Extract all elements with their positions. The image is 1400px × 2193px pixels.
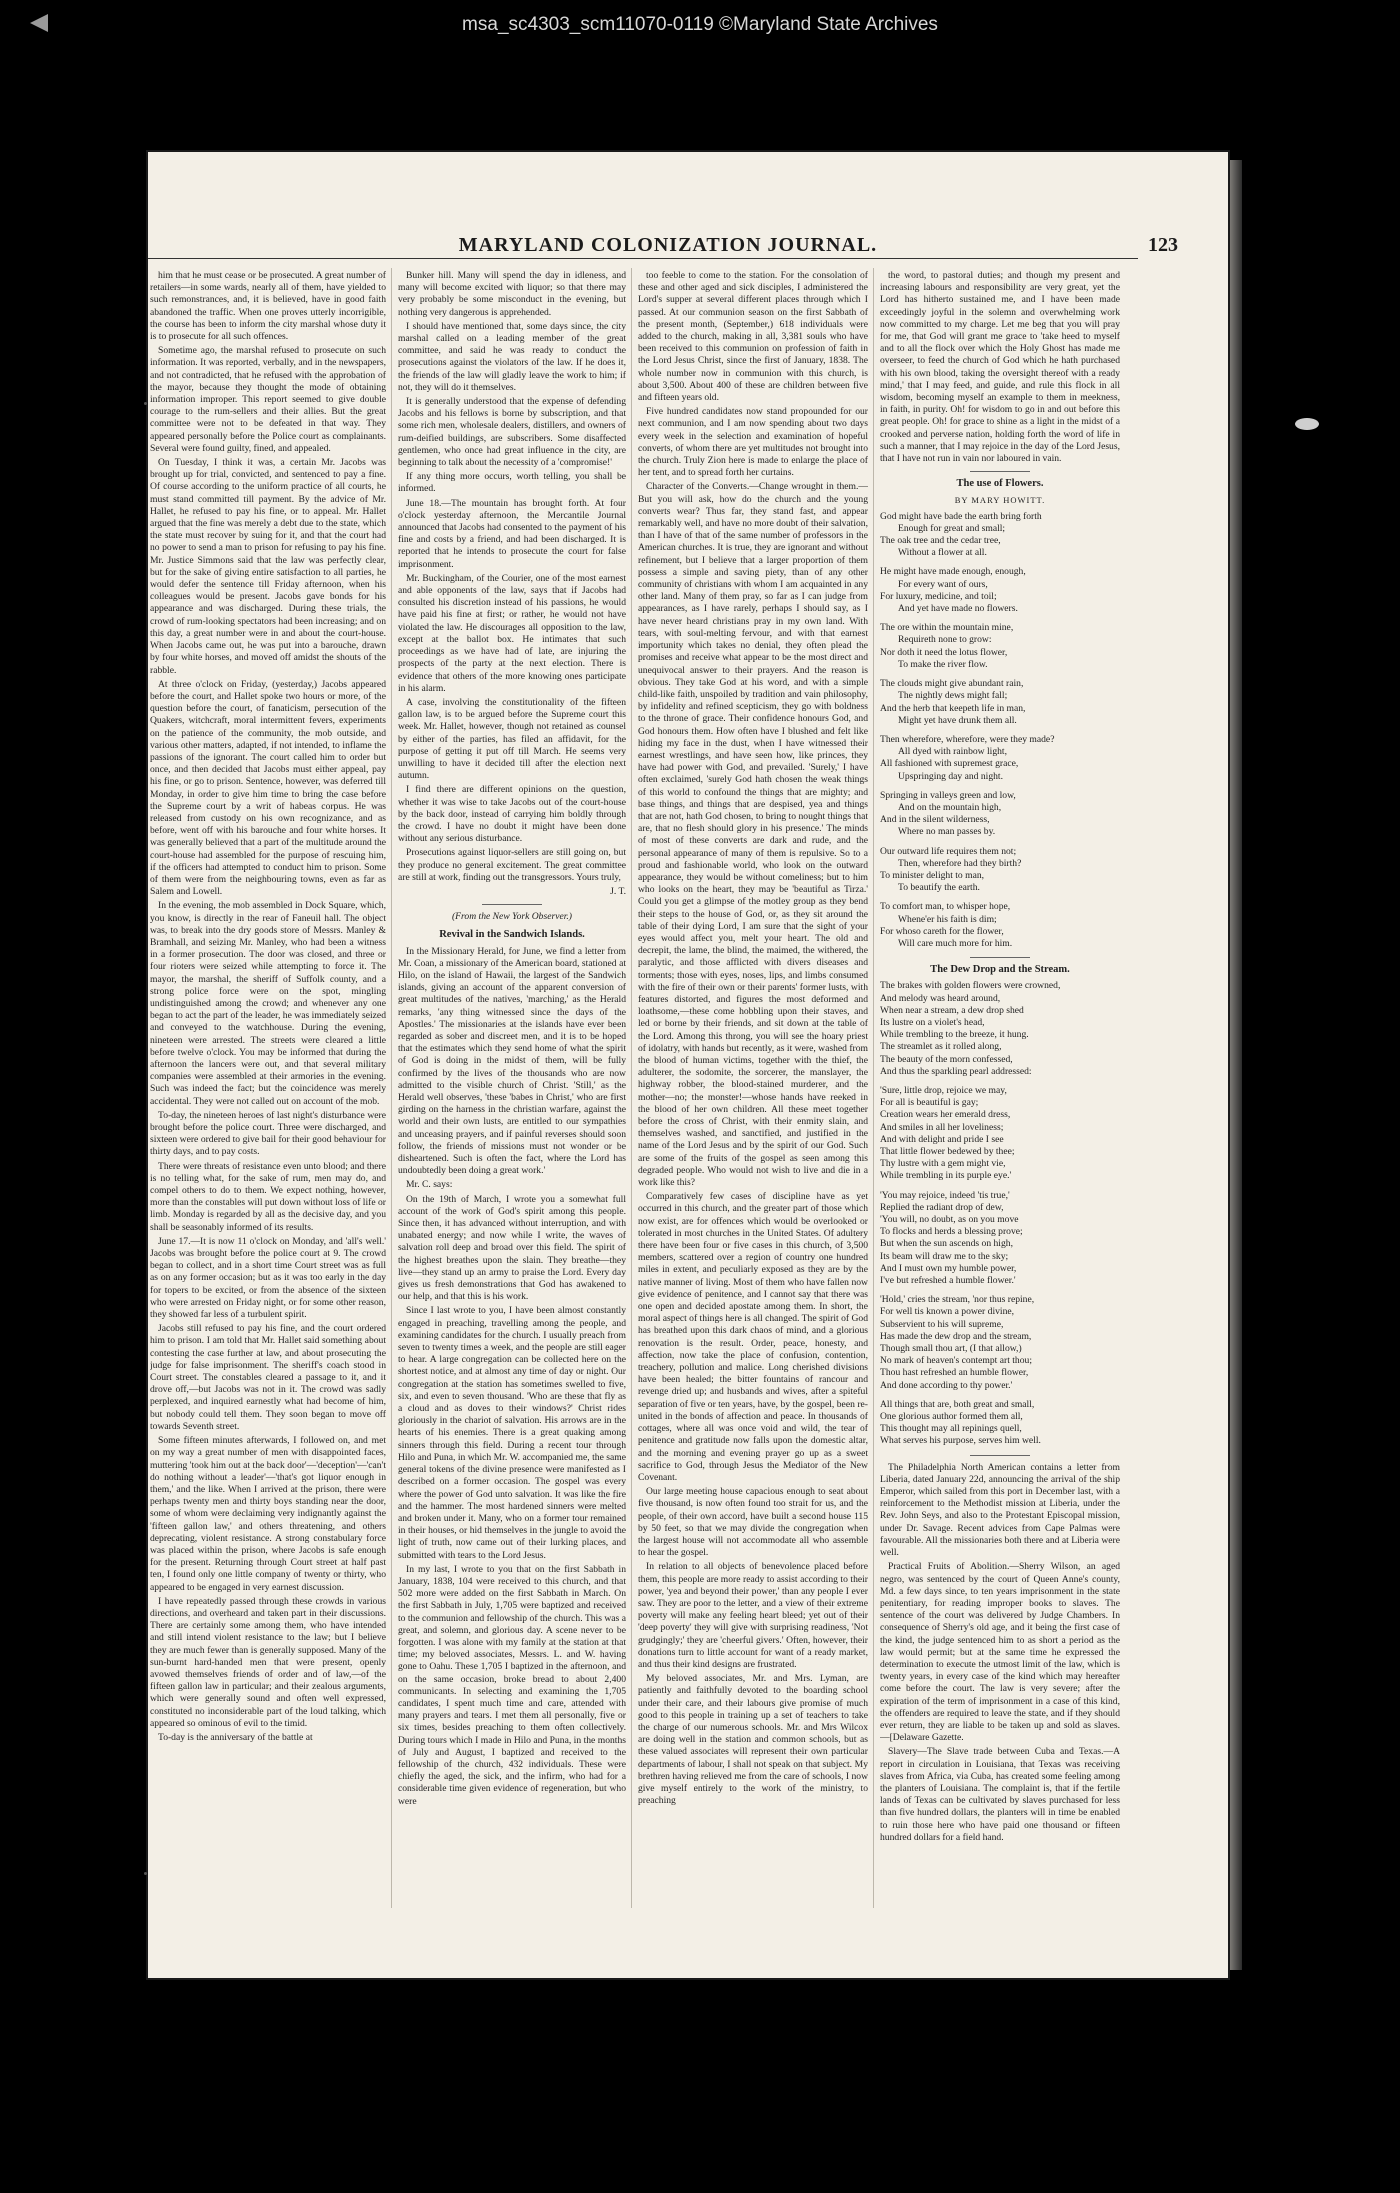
poem-line: 'You may rejoice, indeed 'tis true,' bbox=[880, 1189, 1010, 1201]
poem-line: While trembling in its purple eye.' bbox=[880, 1170, 1012, 1182]
poem-stanza bbox=[880, 1085, 1120, 1183]
poem-line: For whoso careth for the flower, bbox=[880, 925, 1004, 937]
poem-line: And in the silent wilderness, bbox=[880, 814, 990, 826]
poem-line: Without a flower at all. bbox=[898, 547, 987, 559]
poem-line: He might have made enough, enough, bbox=[880, 566, 1026, 578]
poem-line: And with delight and pride I see bbox=[880, 1133, 1004, 1145]
paragraph: Practical Fruits of Abolition.—Sherry Wilson, an aged negro, was sentenced by the court of Queen Anne's county, Md. a few days since, to ten years imprisonment in the state penitentiary, for reading improper books to slaves. The sentence of the court was delivered by Judge Chambers. In consequence of Sherry's old age, and it being the first case of the kind, the judge sentenced him to as short a period as the law would permit; but at the same time he expressed the determination to execute the utmost limit of the law, which is twenty years, in every case of the kind which may hereafter come before the court. The law is very severe; after the expiration of the term of imprisonment in a case of this kind, the offenders are required to leave the state, and if they should ever return, they are liable to be taken up and sold as slaves.—[Delaware Gazette. bbox=[880, 1561, 1120, 1744]
paragraph: The Philadelphia North American contains a letter from Liberia, dated January 22d, announcing the arrival of the ship Emperor, which sailed from this port in December last, with a reinforcement to the Methodist mission at Liberia, under the Rev. John Seys, and also to the Protestant Episcopal mission, under Dr. Savage. Recent advices from Cape Palmas were favourable. All the missionaries both there and at Liberia were well. bbox=[880, 1461, 1120, 1559]
paragraph: J. T. bbox=[610, 885, 626, 897]
poem-line: And thus the sparkling pearl addressed: bbox=[880, 1065, 1032, 1077]
poem-line: The streamlet as it rolled along, bbox=[880, 1041, 1002, 1053]
poem-line: And done according to thy power.' bbox=[880, 1379, 1013, 1391]
poem-stanza bbox=[880, 566, 1120, 615]
paragraph: Jacobs still refused to pay his fine, and the court ordered him to prison. I am told that Mr. Hallet said something about contesting the case further at law, and about prosecuting the judge for false imprisonment. The sheriff's coach stood in Court street. The constables cleared a passage to it, and it drove off,—but Jacobs was not in it. The crowd was sadly perplexed, and inquired earnestly what had become of him, but nobody could tell them. They soon began to move off towards Seventh street. bbox=[150, 1323, 386, 1432]
paragraph: Since I last wrote to you, I have been almost constantly engaged in preaching, travelling among the people, and examining candidates for the church. I usually preach from seven to twenty times a week, and the people are still eager to hear. A large congregation can be collected here on the shortest notice, and at almost any time of day or night. Our congregation at the station has sometimes swelled to five, six, and even to seven thousand. 'Who are these that fly as a cloud and as doves to their windows?' Christ rides gloriously in the chariot of salvation. His arrows are in the hearts of his enemies. There is a great quaking among sinners through this field. During a recent tour through Hilo and Puna, in which Mr. W. accompanied me, the same general tokens of the divine presence were manifested as I described on a former occasion. The gospel was every where the power of God unto salvation. It was like the fire and the hammer. The most hardened sinners were melted and broken under it. Many, who on a former tour remained in their houses, or hid themselves in the jungle to avoid the light of truth, now came out of their lurking places, and submitted with tears to the Lord Jesus. bbox=[398, 1305, 626, 1561]
section-divider bbox=[970, 1455, 1030, 1456]
section-divider bbox=[970, 957, 1030, 958]
poem-stanza bbox=[880, 678, 1120, 727]
poem-stanza bbox=[880, 980, 1120, 1078]
poem-line: Enough for great and small; bbox=[898, 522, 1006, 534]
poem-line: Its beam will draw me to the sky; bbox=[880, 1250, 1009, 1262]
poem-line: Our outward life requires them not; bbox=[880, 845, 1017, 857]
page-edge-shadow bbox=[1228, 160, 1242, 1970]
poem-line: No mark of heaven's contempt art thou; bbox=[880, 1355, 1032, 1367]
paragraph: I find there are different opinions on the question, whether it was wise to take Jacobs out of the court-house by the back door, instead of carrying him boldly through the crowd. I have no doubt it might have been done without any serious disturbance. bbox=[398, 784, 626, 845]
poem-line: And I must own my humble power, bbox=[880, 1262, 1017, 1274]
poem-stanza bbox=[880, 1399, 1120, 1448]
poem-line: But when the sun ascends on high, bbox=[880, 1238, 1013, 1250]
poem-line: Thou hast refreshed an humble flower, bbox=[880, 1367, 1029, 1379]
paragraph: Character of the Converts.—Change wrought in them.—But you will ask, how do the church and the young converts wear? Thus far, they stand fast, and appear remarkably well, and have no more doubt of their salvation, than I have of that of the same number of professors in the American churches. It is true, they are ignorant and without refinement, but I believe that a larger proportion of them possess a simple and saving piety, than of any other community of christians with whom I am acquainted in any other land. Many of them pray, so far as I can judge from appearances, as I have rarely, perhaps I should say, as I have never heard christians pray in my own land. With tears, with soul-melting fervour, and with that earnest importunity which takes no denial, they often plead the promises and receive what appear to be the most direct and unequivocal answer to their prayers. And the reason is obvious. They take God at his word, and with a simple child-like faith, unspoiled by tradition and vain philosophy, by infidelity and refined scepticism, they go with boldness to the throne of grace. Their confidence honours God, and God honours them. How often have I blushed and felt like hiding my face in the dust, when I have witnessed their earnest wrestlings, and have seen how, like princes, they have had power with God, and prevailed. 'Surely,' I have often exclaimed, 'surely God hath chosen the weak things of this world to confound the things that are mighty; and base things, and things that are despised, yea and things that are not, hath God chosen, to bring to nought things that are, that no flesh should glory in his presence.' The minds of most of these converts are dark and rude, and the personal appearance of many of them is repulsive. So to a proud and fashionable world, who look on the outward appearance, they would be without comeliness; but to him who looks on the heart, they may be 'beautiful as Tirza.' Could you get a glimpse of the motley group as they bend their steps to the house of God, or, as they sit around the table of their dying Lord, I am sure that the sight of your eyes would affect you, melt your heart. The old and decrepit, the lame, the blind, the maimed, the withered, the paralytic, and those afflicted with divers diseases and torments; those with eyes, noses, lips, and limbs consumed with the fire of their own or their parents' former lusts, with features distorted, and figures the most deformed and loathsome,—these come hobbling upon their staves, and led or borne by their friends, and sit down at the table of the Lord. Among this throng, you will see the hoary priest of idolatry, with hands but recently, as it were, washed from the blood of human victims, together with the thief, the adulterer, the sodomite, the sorcerer, the manslayer, the highway robber, the blood-stained murderer, and the mother—no; the monster!—whose hands have reeked in the blood of her own children. All these meet together before the cross of Christ, with their enmity slain, and themselves washed, and sanctified, and justified in the name of the Lord Jesus and by the spirit of our God. Such are some of the fruits of the gospel as seen among this degraded people. Who would not wish to live and die in a work like this? bbox=[638, 481, 868, 1189]
poem-line: When near a stream, a dew drop shed bbox=[880, 1004, 1024, 1016]
paragraph: him that he must cease or be prosecuted. A great number of retailers—in some wards, nearly all of them, have yielded to such remonstrances, and, it is believed, have in good faith abandoned the traffic. When one proves utterly incorrigible, the course has been to inform the city marshal whose duty it is to prosecute for all such offences. bbox=[150, 270, 386, 343]
poem-stanza bbox=[880, 1294, 1120, 1392]
poem-line: All things that are, both great and small, bbox=[880, 1398, 1035, 1410]
poem-stanza bbox=[880, 846, 1120, 895]
paragraph: Revival in the Sandwich Islands. bbox=[439, 929, 585, 941]
paragraph: My beloved associates, Mr. and Mrs. Lyman, are patiently and faithfully devoted to the boarding school under their care, and their labours give promise of much good to this people in training up a set of teachers to take the charge of our numerous schools. Mr. and Mrs Wilcox are doing well in the station and common schools, but as these valued associates will represent their own particular departments of labour, I shall not speak on that subject. My brethren having relieved me from the care of schools, I now give myself entirely to the work of the ministry, to preaching bbox=[638, 1673, 868, 1807]
poem-line: And melody was heard around, bbox=[880, 992, 1001, 1004]
poem-line: 'You will, no doubt, as on you move bbox=[880, 1214, 1019, 1226]
poem-line: The nightly dews might fall; bbox=[898, 690, 1008, 702]
column-rule bbox=[391, 268, 392, 1908]
poem-line: To comfort man, to whisper hope, bbox=[880, 901, 1011, 913]
poem-line: Though small thou art, (I that allow,) bbox=[880, 1343, 1022, 1355]
paragraph: Mr. C. says: bbox=[406, 1179, 453, 1191]
poem-line: This thought may all repinings quell, bbox=[880, 1423, 1022, 1435]
poem-stanza bbox=[880, 511, 1120, 560]
poem-line: God might have bade the earth bring forth bbox=[880, 510, 1042, 522]
paragraph: Slavery—The Slave trade between Cuba and Texas.—A report in circulation in Louisiana, that Texas was receiving slaves from Africa, via Cuba, has created some feeling among the planters of Louisiana. The complaint is, that if the fertile lands of Texas can be cultivated by slaves purchased for less than five hundred dollars, the planters will in time be enabled to ruin those here who have paid one thousand or fifteen hundred dollars for a field hand. bbox=[880, 1746, 1120, 1843]
poem-stanza bbox=[880, 790, 1120, 839]
paragraph: It is generally understood that the expense of defending Jacobs and his fellows is borne by subscription, and that some rich men, wholesale dealers, distillers, and owners of rum-deified buildings, are subscribers. Some disaffected gentlemen, who once had great influence in the city, are beginning to talk about the necessity of a 'compromise!' bbox=[398, 396, 626, 469]
poem-line: And smiles in all her loveliness; bbox=[880, 1121, 1004, 1133]
paragraph: I have repeatedly passed through these crowds in various directions, and overheard and taken part in their discussions. There are certainly some among them, who have intended and still intend violent resistance to the law; but I believe they are much fewer than is generally supposed. Many of the sun-burnt hard-handed men that were present, openly avowed themselves friends of order and of law,—of the fifteen gallon law in particular; and their zealous arguments, which were generally sound and often well expressed, constituted no inconsiderable part of the loud talking, which appeared so ominous of evil to the timid. bbox=[150, 1595, 386, 1729]
poem-line: What serves his purpose, serves him well. bbox=[880, 1435, 1041, 1447]
poem-line: 'Sure, little drop, rejoice we may, bbox=[880, 1084, 1007, 1096]
paragraph: Mr. Buckingham, of the Courier, one of the most earnest and able opponents of the law, says that if Jacobs had consulted his discretion instead of his passions, he would have paid his fine at first; or rather, he would not have violated the law. He discourages all opposition to the law, except at the ballot box. He intimates that such proceedings as we have had of late, are injuring the prospects of the party at the next election. There is evidence that others of the more knowing ones participate in his alarm. bbox=[398, 572, 626, 694]
poem-stanza bbox=[880, 622, 1120, 671]
poem-line: For well tis known a power divine, bbox=[880, 1306, 1015, 1318]
paragraph: In relation to all objects of benevolence placed before them, this people are more ready to assist according to their power, 'yea and beyond their power,' than any people I ever saw. They are poor to the letter, and a view of their extreme poverty will make any feeling heart bleed; yet out of their 'deep poverty' they will give with surprising readiness, 'Not grudgingly;' they are 'cheerful givers.' Often, however, their donations turn to little account for want of a ready market, and thus their kind designs are frustrated. bbox=[638, 1561, 868, 1670]
paragraph: If any thing more occurs, worth telling, you shall be informed. bbox=[398, 471, 626, 495]
page-number: 123 bbox=[1148, 234, 1178, 256]
paragraph: At three o'clock on Friday, (yesterday,) Jacobs appeared before the court, and Hallet spoke two hours or more, of the question before the court, of fanaticism, persecution of the Quakers, witchcraft, moral intermittent fevers, experiments on the patience of the community, the mob outside, and various other matters, adapted, if not intended, to inflame the passions of the ignorant. The court called him to order but once, and then decided that Jacobs must either appeal, pay his fine, or go to prison. Sentence, however, was deferred till Monday, in order to give him time to bring the case before the Supreme court by a writ of habeas corpus. He was released from custody on his own recognizance, and as before, went off with his barouche and four white horses. It was generally believed that a part of the multitude around the court-house had assembled for the purpose of rescuing him, if the officers had attempted to conduct him to prison. Some of them were from the neighbouring towns, even as far as Salem and Lowell. bbox=[150, 678, 386, 898]
paragraph: On the 19th of March, I wrote you a somewhat full account of the work of God's spirit among this people. Since then, it has advanced without interruption, and with unabated energy; and now while I write, the waves of salvation roll deep and broad over this field. The spirit of the highest breathes upon the slain. They breathe—they live—they stand up an army to praise the Lord. Every day gives us fresh demonstrations that God has awakened to our help, and that this is his work. bbox=[398, 1193, 626, 1303]
poem-line: Subservient to his will supreme, bbox=[880, 1318, 1004, 1330]
poem-line: For luxury, medicine, and toil; bbox=[880, 590, 997, 602]
viewer-toolbar bbox=[0, 0, 1400, 60]
section-divider bbox=[970, 471, 1030, 472]
poem-line: Replied the radiant drop of dew, bbox=[880, 1201, 1004, 1213]
poem-line: And on the mountain high, bbox=[898, 801, 1002, 813]
paragraph: Sometime ago, the marshal refused to prosecute on such information. It was reported, verbally, and in the newspapers, and not contradicted, that he refused with the approbation of the mayor, because they thought the mode of obtaining information improper. This report seemed to give double courage to the rum-sellers and their allies. But the great committee were not to be defeated in that way. They appeared personally before the Police court as complainants. Several were found guilty, fined, and appealed. bbox=[150, 345, 386, 454]
poem-line: I've but refreshed a humble flower.' bbox=[880, 1275, 1016, 1287]
poem-line: That little flower bedewed by thee; bbox=[880, 1146, 1015, 1157]
poem-line: To minister delight to man, bbox=[880, 869, 985, 881]
poem-line: Will care much more for him. bbox=[898, 937, 1013, 949]
poem-line: To flocks and herds a blessing prove; bbox=[880, 1226, 1023, 1238]
poem-line: Then wherefore, wherefore, were they made? bbox=[880, 733, 1055, 745]
paragraph: Five hundred candidates now stand propounded for our next communion, and I am now spending about two days every week in the selection and examination of hopeful converts, of whom there are yet multitudes not brought into the church. Truly Zion here is made to enlarge the place of her tent, and to spread forth her curtains. bbox=[638, 406, 868, 479]
margin-dot bbox=[144, 402, 147, 405]
column-rule bbox=[631, 268, 632, 1908]
margin-dot bbox=[144, 1872, 147, 1875]
document-title: msa_sc4303_scm11070-0119 ©Maryland State Archives bbox=[462, 14, 938, 35]
paragraph: Our large meeting house capacious enough to seat about five thousand, is now often found too strait for us, and the people, of their own accord, have built a second house 115 by 50 feet, so that we may divide the congregation when the largest house will not accommodate all who assemble to hear the gospel. bbox=[638, 1486, 868, 1559]
paragraph: Some fifteen minutes afterwards, I followed on, and met on my way a great number of men with disappointed faces, muttering 'took him out at the back door'—'deception'—'can't do nothing without a leader'—'that's got liquor enough in them,' and the like. When I arrived at the prison, there were perhaps twenty men and thirty boys standing near the door, some of whom were declaiming very indignantly against the 'fifteen gallon law,' and others threatening, and others deprecating, violent resistance. A strong constabulary force was placed within the prison, where Jacobs is safe enough for the present. Returning through Court street at half past ten, I found only one little company of twenty or thirty, who appeared to be engaged in very earnest discussion. bbox=[150, 1435, 386, 1593]
poem-line: Its lustre on a violet's head, bbox=[880, 1016, 985, 1028]
paragraph: To-day, the nineteen heroes of last night's disturbance were brought before the police court. Three were discharged, and sixteen were ordered to give bail for their good behaviour for thirty days, and to pay costs. bbox=[150, 1109, 386, 1158]
poem-line: Has made the dew drop and the stream, bbox=[880, 1330, 1032, 1342]
poem-line: While trembling to the breeze, it hung. bbox=[880, 1029, 1029, 1041]
poem-line: All fashioned with supremest grace, bbox=[880, 758, 1019, 770]
poem-line: Creation wears her emerald dress, bbox=[880, 1109, 1011, 1121]
scanned-page bbox=[148, 152, 1228, 1978]
paragraph: June 17.—It is now 11 o'clock on Monday, and 'all's well.' Jacobs was brought before the police court at 9. The crowd began to collect, and in a short time Court street was as full as on any former occasion; but as it was too early in the day for topers to be excited, or from the absence of the sixteen who were arrested on Friday night, or for some other reason, they showed far less of a turbulent spirit. bbox=[150, 1235, 386, 1321]
paragraph: The use of Flowers. bbox=[956, 478, 1044, 490]
poem-stanza bbox=[880, 901, 1120, 950]
poem-stanza bbox=[880, 1190, 1120, 1288]
paragraph: On Tuesday, I think it was, a certain Mr. Jacobs was brought up for trial, convicted, and sentenced to pay a fine. Of course according to the uniform practice of all courts, he must stand committed till payment. By the advice of Mr. Hallet, he refused to pay his fine, or to appeal. Mr. Hallet argued that the fine was merely a debt due to the state, which the state must recover by suing for it, and that the court had no power to send a man to prison for refusing to pay his fine. Mr. Justice Simmons said that the law was perfectly clear, but for the sake of giving entire satisfaction to all parties, he would defer the sentence till Friday afternoon, when his colleagues would be present. Jacobs gave bonds for his appearance and was discharged. During these trials, the crowd of rum-looking spectators had been increasing; and on this day, a great number were in and about the court-house. When Jacobs came out, he was put into a barouche, drawn by four white horses, and moved off amidst the shouts of the rabble. bbox=[150, 457, 386, 676]
poem-line: Then, wherefore had they birth? bbox=[898, 857, 1022, 869]
article-column-3 bbox=[638, 270, 868, 1900]
poem-line: Where no man passes by. bbox=[898, 826, 996, 838]
article-column-2 bbox=[398, 270, 626, 1900]
paragraph: There were threats of resistance even unto blood; and there is no telling what, for the sake of rum, men may do, and compel others to do to them. We expect nothing, however, more than the constables will put down without loss of life or limb. Monday is regarded by all as the decisive day, and you shall be seasonably informed of its results. bbox=[150, 1160, 386, 1233]
poem-line: Springing in valleys green and low, bbox=[880, 789, 1016, 801]
paragraph: In the Missionary Herald, for June, we find a letter from Mr. Coan, a missionary of the American board, stationed at Hilo, on the island of Hawaii, the largest of the Sandwich islands, giving an account of the apparent conversion of great multitudes of the natives, 'marching,' as the Herald remarks, 'any thing witnessed since the days of the Apostles.' The missionaries at the islands have ever been regarded as sober and discreet men, and it is to be hoped that the estimates which they send home of what the spirit of God is doing in the midst of them, will be fully confirmed by the lives of the thousands who are now admitted to the visible church of Christ. 'Still,' as the Herald well observes, 'these 'babes in Christ,' who are first girding on the harness in the christian warfare, against the world and their own lusts, are entitled to our sympathies and unceasing prayers, and if painful reverses should soon follow, the friends of missions must not wonder or be disheartened. Such is often the fact, where the Lord has undoubtedly been doing a great work.' bbox=[398, 945, 626, 1177]
poem-line: The oak tree and the cedar tree, bbox=[880, 535, 1001, 547]
paragraph: To-day is the anniversary of the battle at bbox=[158, 1731, 313, 1743]
paragraph: A case, involving the constitutionality of the fifteen gallon law, is to be argued before the Supreme court this week. Mr. Hallet, however, though not retained as counsel by either of the parties, has filed an affidavit, for the purpose of getting it put off till March. He seems very unwilling to have it decided till after the election next autumn. bbox=[398, 696, 626, 782]
paragraph: In my last, I wrote to you that on the first Sabbath in January, 1838, 104 were received to this church, and that 502 more were added on the first Sabbath in March. On the first Sabbath in July, 1,705 were baptized and received to the communion and fellowship of the church. This was a great, and solemn, and glorious day. A scene never to be forgotten. I was alone with my family at the station at that time; my beloved associates, Messrs. L. and W. having gone to Oahu. These 1,705 I baptized in the afternoon, and on the same occasion, broke bread to about 2,400 communicants. In selecting and examining the 1,705 candidates, I spent much time and care, attended with many prayers and tears. I met them all personally, five or six times, besides preaching to them often collectively. During tours which I made in Hilo and Puna, in the months of July and August, I baptized and received to the fellowship of the church, 432 individuals. These were chiefly the aged, the sick, and the infirm, who had for a considerable time given evidence of regeneration, but who were bbox=[398, 1563, 626, 1807]
paragraph: too feeble to come to the station. For the consolation of these and other aged and sick disciples, I administered the Lord's supper at several different places through which I passed. At our communion season on the first Sabbath of the present month, (September,) 618 individuals were added to the church, making in all, 3,381 souls who have been received to this communion on profession of faith in the Lord Jesus Christ, since the first of January, 1838. The whole number now in communion with this church, is about 3,500. About 400 of these are children between five and fifteen years old. bbox=[638, 270, 868, 404]
paragraph: the word, to pastoral duties; and though my present and increasing labours and responsibility are very great, yet the Lord has hitherto sustained me, and I have been made exceedingly joyful in the solemn and overwhelming work now committed to my charge. Let me beg that you will pray for me, that God will grant me grace to 'take heed to myself and to all the flock over which the Holy Ghost has made me overseer, to feed the church of God which he hath purchased with his own blood, taking the oversight thereof with a ready mind,' that I may feed, and guide, and rule this flock in all wisdom, becoming myself an example to them in meekness, in faith, in purity. Oh! for wisdom to go in and out before this great people. Oh! for grace to shine as a light in the midst of a crooked and perverse nation, holding forth the word of life in such a manner, that I may rejoice in the day of the Lord Jesus, that I have not run in vain nor laboured in vain. bbox=[880, 270, 1120, 465]
poem-line: Requireth none to grow: bbox=[898, 634, 992, 646]
article-column-4 bbox=[880, 270, 1120, 1900]
poem-line: The ore within the mountain mine, bbox=[880, 622, 1014, 634]
poem-stanza bbox=[880, 734, 1120, 783]
poem-line: 'Hold,' cries the stream, 'nor thus repine, bbox=[880, 1294, 1035, 1306]
journal-masthead: MARYLAND COLONIZATION JOURNAL. bbox=[458, 234, 878, 256]
poem-line: Upspringing day and night. bbox=[898, 770, 1003, 782]
paragraph: BY MARY HOWITT. bbox=[954, 495, 1046, 506]
article-column-1 bbox=[150, 270, 386, 1900]
paragraph: (From the New York Observer.) bbox=[451, 911, 572, 923]
section-divider bbox=[482, 904, 542, 905]
poem-line: Thy lustre with a gem might vie, bbox=[880, 1158, 1006, 1170]
paragraph: June 18.—The mountain has brought forth. At four o'clock yesterday afternoon, the Mercantile Journal announced that Jacobs had consented to the payment of his fine and costs by a friend, and had been discharged. It is reported that he intends to prosecute the court for false imprisonment. bbox=[398, 497, 626, 570]
column-rule bbox=[873, 268, 874, 1908]
poem-line: To beautify the earth. bbox=[898, 882, 980, 894]
page-curl-mark bbox=[1295, 418, 1319, 430]
paragraph: I should have mentioned that, some days since, the city marshal called on a leading member of the great committee, and said he was ready to conduct the prosecutions against the violators of the law. If he does it, the friends of the law will gladly leave the work to him; if not, they will do it themselves. bbox=[398, 320, 626, 393]
paragraph: Bunker hill. Many will spend the day in idleness, and many will become excited with liquor; so that there may very probably be some misconduct in the evening, but nothing very dangerous is apprehended. bbox=[398, 270, 626, 318]
paragraph: Prosecutions against liquor-sellers are still going on, but they produce no general excitement. The great committee are still at work, finding out the transgressors. Yours truly, bbox=[398, 847, 626, 883]
poem-line: And the herb that keepeth life in man, bbox=[880, 702, 1026, 714]
poem-line: The beauty of the morn confessed, bbox=[880, 1053, 1013, 1065]
poem-line: One glorious author formed them all, bbox=[880, 1411, 1023, 1423]
header-rule bbox=[148, 258, 1138, 259]
poem-line: For all is beautiful is gay; bbox=[880, 1097, 979, 1109]
poem-line: Might yet have drunk them all. bbox=[898, 714, 1017, 726]
paragraph: In the evening, the mob assembled in Dock Square, which, you know, is directly in the rear of Faneuil hall. The object was, to break into the dry goods store of Messrs. Manley & Bramhall, and seizing Mr. Manley, who had been a witness in a former prosecution. The door was closed, and three or four rioters were seized while attempting to force it. The mayor, the marshal, the sheriff of Suffolk county, and a strong police force were on the spot, mingling undistinguished among the crowd; and whenever any one began to act the part of the leader, he was immediately seized and conveyed to the watchhouse. During the evening, nineteen were arrested. The streets were cleared a little before twelve o'clock. You may be informed that during the afternoon the lancers were out, and that several military companies were assembled at their armories in the evening. Such was indeed the fact; but the coincidence was merely accidental. They were not called out on account of the mob. bbox=[150, 900, 386, 1107]
poem-line: Whene'er his faith is dim; bbox=[898, 913, 997, 925]
poem-line: The brakes with golden flowers were crowned, bbox=[880, 980, 1061, 992]
poem-line: To make the river flow. bbox=[898, 658, 988, 670]
poem-line: The clouds might give abundant rain, bbox=[880, 678, 1024, 690]
paragraph: The Dew Drop and the Stream. bbox=[930, 964, 1070, 976]
poem-line: For every want of ours, bbox=[898, 578, 988, 590]
poem-line: All dyed with rainbow light, bbox=[898, 746, 1007, 758]
paragraph: Comparatively few cases of discipline have as yet occurred in this church, and the greater part of those which now exist, are for offences which would be overlooked or tolerated in most churches in the United States. Of adultery there have been four or five cases in this church, of 3,500 members, scattered over a region of country one hundred miles in extent, and peculiarly exposed as they are by the native manner of living. Most of them who have fallen now give evidence of penitence, and I cannot say that there was one open and decided apostate among them. In short, the moral aspect of things here is all changed. The spirit of God has breathed upon this dark chaos of mind, and a glorious renovation is the result. Order, peace, honesty, and affection, now take the place of confusion, contention, treachery, pollution and malice. Long cherished divisions have been healed; the bitter fountains of rancour and revenge dried up; and husbands and wives, after a spiteful separation of five or ten years, have, by the gospel, been re-united in the bonds of affection and peace. In thousands of cottages, where all was once void and wild, the tear of penitence and gratitude now falls upon the domestic altar, and the morning and evening prayer go up as a sweet sacrifice to God, through Jesus the Mediator of the New Covenant. bbox=[638, 1191, 868, 1483]
poem-line: And yet have made no flowers. bbox=[898, 603, 1018, 615]
poem-line: Nor doth it need the lotus flower, bbox=[880, 646, 1008, 658]
